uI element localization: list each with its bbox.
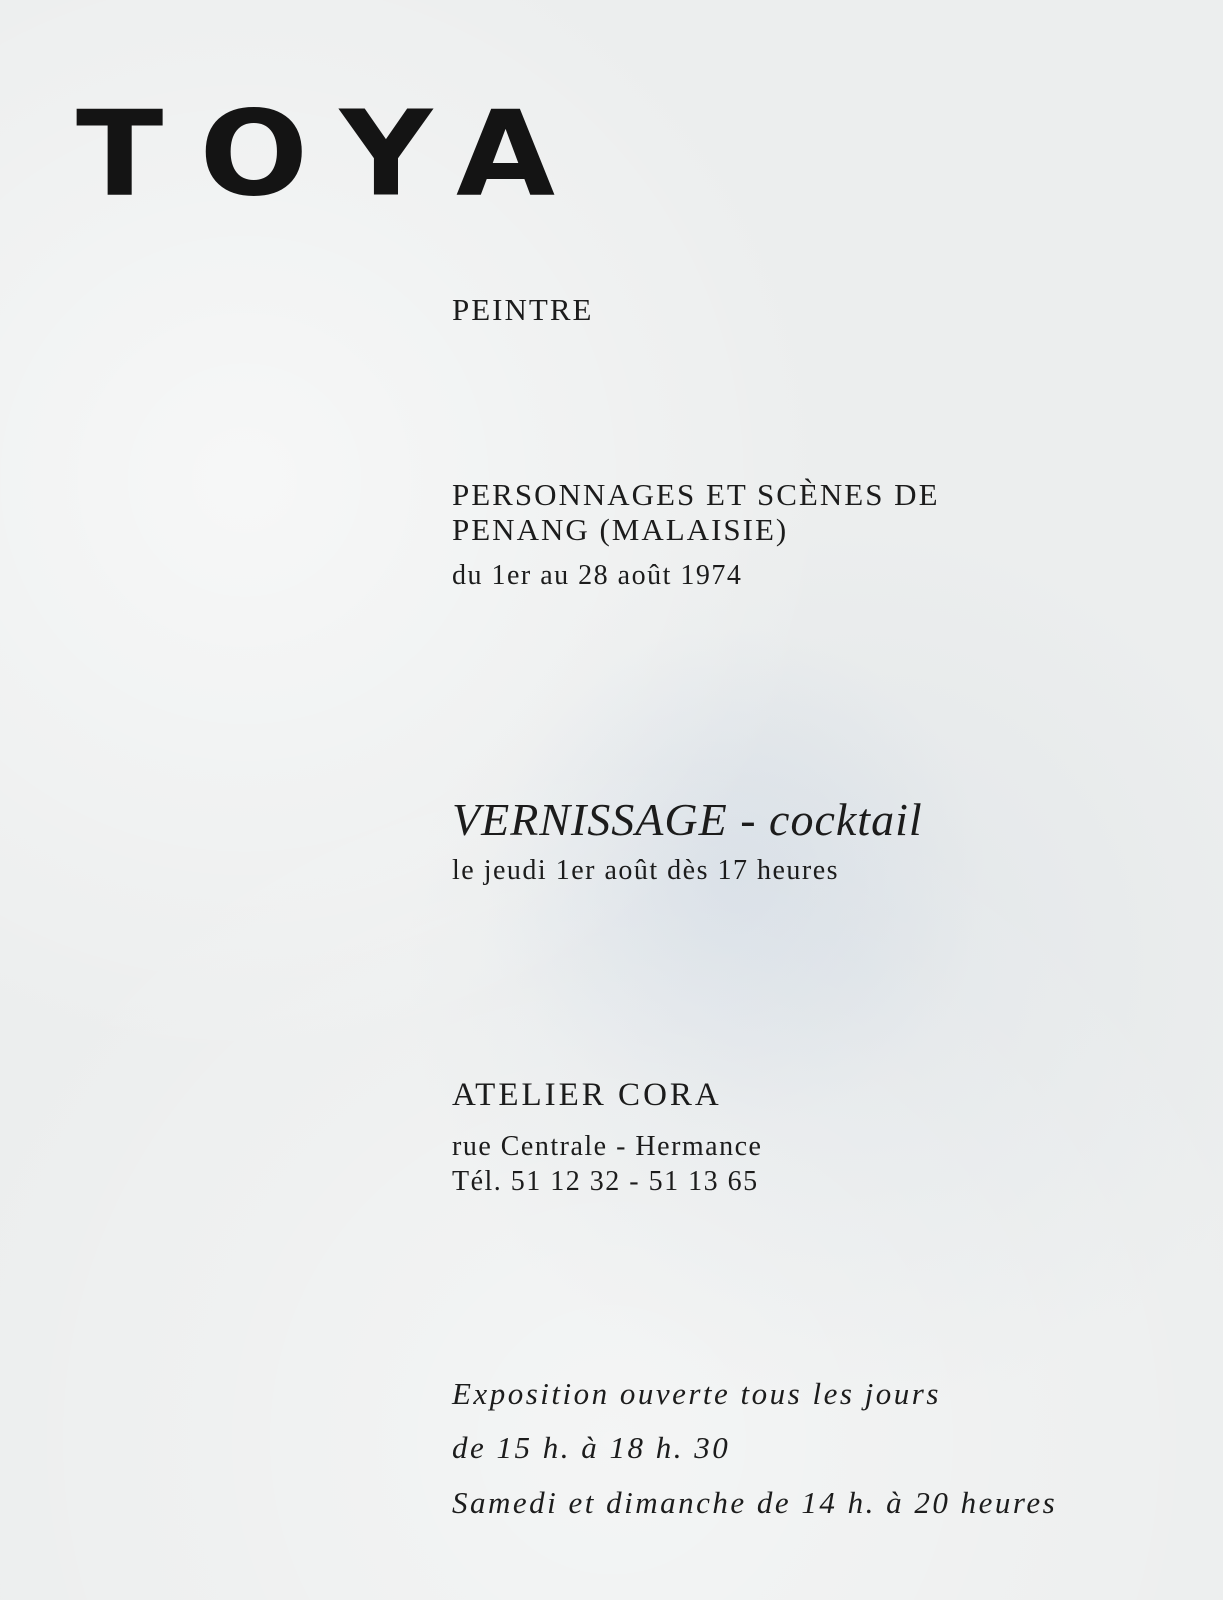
- venue-name: ATELIER CORA: [452, 1077, 722, 1113]
- exhibition-title-line1: PERSONNAGES ET SCÈNES DE: [452, 477, 940, 512]
- opening-hours-line1: Exposition ouverte tous les jours: [452, 1376, 941, 1411]
- vernissage-date: le jeudi 1er août dès 17 heures: [452, 855, 840, 886]
- artist-name-logo: TOYA: [76, 85, 592, 223]
- venue-phone: Tél. 51 12 32 - 51 13 65: [452, 1166, 759, 1197]
- vernissage-headline: VERNISSAGE - cocktail: [452, 794, 923, 845]
- exhibition-title-line2: PENANG (MALAISIE): [452, 512, 789, 547]
- venue-address: rue Centrale - Hermance: [452, 1131, 763, 1162]
- exhibition-dates: du 1er au 28 août 1974: [452, 560, 743, 591]
- opening-hours-line2: de 15 h. à 18 h. 30: [452, 1430, 731, 1465]
- opening-hours-line3: Samedi et dimanche de 14 h. à 20 heures: [452, 1485, 1058, 1520]
- artist-role: PEINTRE: [452, 292, 594, 327]
